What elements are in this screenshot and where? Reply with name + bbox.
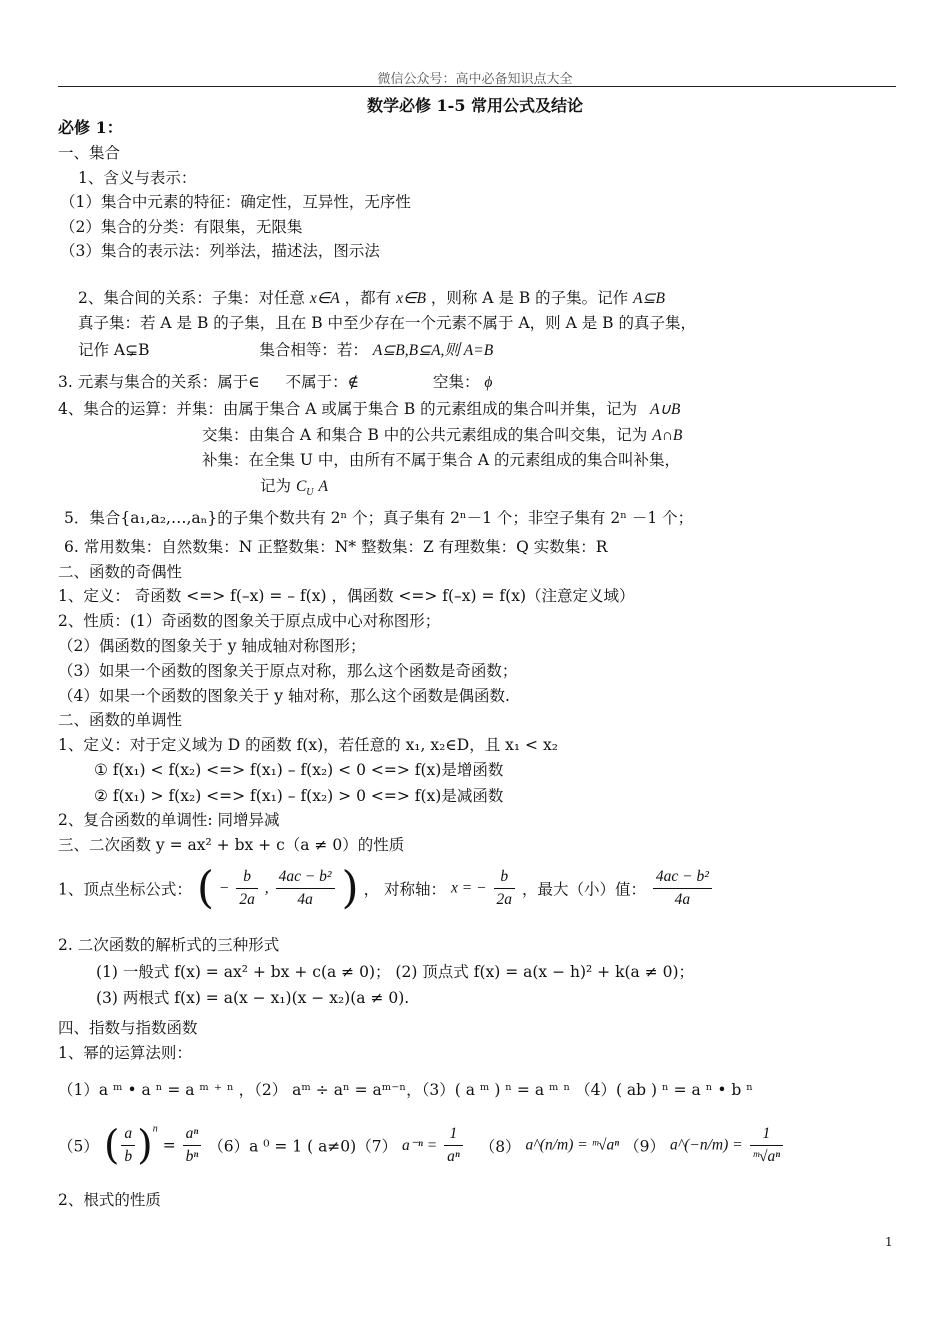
text: 2、集合间的关系：子集：对任意 xyxy=(78,289,305,307)
comma: , xyxy=(264,879,269,897)
sets-element-relation xyxy=(58,372,492,393)
sets-number-sets: 6. 常用数集：自然数集：N 正整数集：N* 整数集：Z 有理数集：Q 实数集：R xyxy=(64,538,608,556)
rule-6: （6）a ⁰ = 1 ( a≠0)（7） xyxy=(208,1137,398,1156)
left-paren: ( xyxy=(196,862,214,914)
math: A⊆B,B⊆A,则 A=B xyxy=(372,342,494,359)
sets-def-1: （1）集合中元素的特征：确定性，互异性，无序性 xyxy=(60,193,411,211)
section-heading-sets: 一、集合 xyxy=(58,144,121,162)
vertex-y-fraction xyxy=(276,866,335,911)
rule-5-label: （5） xyxy=(58,1137,99,1156)
header-rule xyxy=(58,86,896,87)
exp-rules-line-2 xyxy=(58,1123,785,1183)
sets-def-heading: 1、含义与表示： xyxy=(78,169,197,187)
rule-8-label: （8） xyxy=(479,1137,521,1156)
section-heading-monotonicity: 二、函数的单调性 xyxy=(58,711,183,729)
math: C xyxy=(295,478,307,495)
fraction-denominator: 4a xyxy=(674,891,691,908)
math: A⊆B xyxy=(633,290,666,307)
parity-property-1: 2、性质：(1）奇函数的图象关于原点成中心对称图形； xyxy=(58,612,441,630)
sets-union xyxy=(58,399,680,420)
rule-7-lhs: a⁻ⁿ = xyxy=(402,1137,438,1154)
mono-definition: 1、定义：对于定义域为 D 的函数 f(x)，若任意的 x₁, x₂∈D，且 x₁ < x₂ xyxy=(58,736,558,754)
vertex-x-fraction xyxy=(236,866,258,911)
page-header: 微信公众号：高中必备知识点大全 xyxy=(377,72,573,87)
section-heading-parity: 二、函数的奇偶性 xyxy=(58,563,183,581)
fraction-denominator: 2a xyxy=(239,891,255,908)
sets-relation-equal xyxy=(78,340,493,361)
math: A xyxy=(318,478,328,495)
math: A∪B xyxy=(650,401,681,418)
parity-definition: 1、定义： 奇函数 <=> f(–x) = – f(x) ，偶函数 <=> f(–x) = f(x)（注意定义域） xyxy=(58,587,635,605)
text: 空集： xyxy=(432,373,480,391)
parity-property-4: （4）如果一个函数的图象关于 y 轴对称，那么这个函数是偶函数. xyxy=(58,687,510,705)
rule-5-result-fraction xyxy=(183,1123,202,1168)
quad-vertex-line xyxy=(58,862,714,922)
sets-complement-notation xyxy=(260,476,328,503)
right-paren: ) xyxy=(137,1122,153,1169)
mono-decreasing: ② f(x₁) > f(x₂) <=> f(x₁) – f(x₂) > 0 <=> f(x)是减函数 xyxy=(94,787,504,805)
text: 3. 元素与集合的关系：属于∈ xyxy=(58,373,260,391)
exponent-n: n xyxy=(152,1123,158,1135)
rule-9-lhs: a^(−n/m) = xyxy=(669,1136,743,1154)
fraction-numerator: 1 xyxy=(444,1123,463,1146)
axis-fraction xyxy=(494,866,516,911)
rule-9-label: （9） xyxy=(624,1137,665,1156)
sets-complement: 补集：在全集 U 中，由所有不属于集合 A 的元素组成的集合叫补集， xyxy=(202,451,680,469)
rule-9-fraction xyxy=(750,1123,784,1168)
text: 记作 A⊊B xyxy=(78,341,150,359)
sets-subset-count: 5．集合{a₁,a₂,…,aₙ}的子集个数共有 2ⁿ 个；真子集有 2ⁿ－1 个；非空子集有 2ⁿ －1 个； xyxy=(64,509,694,527)
math: ϕ xyxy=(484,374,493,391)
text: 集合相等：若： xyxy=(259,341,368,359)
rule-8-formula: a^(n/m) = ᵐ√aⁿ xyxy=(525,1136,620,1154)
max-label: ，最大（小）值： xyxy=(521,880,646,899)
vertex-label: 1、顶点坐标公式： xyxy=(58,880,192,899)
axis-formula: x = − xyxy=(451,879,487,897)
text: 不属于：∉ xyxy=(285,373,360,391)
right-paren: ) xyxy=(341,862,359,914)
mono-composite: 2、复合函数的单调性: 同增异减 xyxy=(58,811,280,829)
text: ，则称 A 是 B 的子集。记作 xyxy=(430,289,629,307)
text: ，都有 xyxy=(344,289,392,307)
mono-increasing: ① f(x₁) < f(x₂) <=> f(x₁) – f(x₂) < 0 <=> f(x)是增函数 xyxy=(94,761,504,779)
exp-rules-heading: 1、幂的运算法则： xyxy=(58,1044,192,1062)
exp-radical-heading: 2、根式的性质 xyxy=(58,1191,161,1209)
axis-label: ， 对称轴： xyxy=(363,880,447,899)
parity-property-2: （2）偶函数的图象关于 y 轴成轴对称图形； xyxy=(58,637,366,655)
max-fraction xyxy=(653,866,712,911)
rule-7-fraction xyxy=(444,1123,463,1168)
math-subscript: U xyxy=(306,487,314,499)
parity-property-3: （3）如果一个函数的图象关于原点对称，那么这个函数是奇函数； xyxy=(58,662,518,680)
math: x∈A xyxy=(309,290,340,307)
fraction-denominator: 4a xyxy=(297,891,313,908)
sets-relation-proper: 真子集：若 A 是 B 的子集，且在 B 中至少存在一个元素不属于 A，则 A 是 B 的真子集， xyxy=(78,314,696,332)
math: x∈B xyxy=(396,290,426,307)
fraction-numerator: b xyxy=(236,866,258,889)
fraction-denominator: bⁿ xyxy=(185,1148,199,1165)
sets-intersection xyxy=(202,425,682,446)
sets-def-3: （3）集合的表示法：列举法，描述法，图示法 xyxy=(60,242,380,260)
quad-forms-line-2: (3) 两根式 f(x) = a(x − x₁)(x − x₂)(a ≠ 0). xyxy=(96,989,410,1007)
text: 记为 xyxy=(260,477,292,495)
fraction-numerator: a xyxy=(121,1123,135,1146)
left-paren: ( xyxy=(103,1122,120,1169)
module-heading: 必修 1： xyxy=(58,118,123,137)
fraction-denominator: 2a xyxy=(496,891,512,908)
fraction-denominator: b xyxy=(124,1148,133,1165)
exp-rules-line-1: （1）a ᵐ • a ⁿ = a ᵐ ⁺ ⁿ ，（2） aᵐ ÷ aⁿ = aᵐ⁻ⁿ，（3）( a ᵐ ) ⁿ = a ᵐ ⁿ （4）( ab ) ⁿ = a ⁿ • b ⁿ xyxy=(58,1081,753,1099)
minus-sign: − xyxy=(218,879,230,897)
rule-5-base-fraction xyxy=(121,1123,135,1168)
fraction-denominator: ᵐ√aⁿ xyxy=(752,1148,781,1165)
fraction-numerator: 4ac − b² xyxy=(653,866,712,889)
fraction-numerator: 4ac − b² xyxy=(276,866,335,889)
fraction-numerator: 1 xyxy=(750,1123,784,1146)
sets-relation-subset xyxy=(78,288,665,309)
sets-def-2: （2）集合的分类：有限集，无限集 xyxy=(60,218,303,236)
text: 4、集合的运算：并集：由属于集合 A 或属于集合 B 的元素组成的集合叫并集，记为 xyxy=(58,400,638,418)
math: A∩B xyxy=(652,427,683,444)
equals: = xyxy=(162,1136,181,1155)
page-number: 1 xyxy=(885,1235,893,1249)
quad-forms-heading: 2. 二次函数的解析式的三种形式 xyxy=(58,936,280,954)
text: 交集：由集合 A 和集合 B 中的公共元素组成的集合叫交集，记为 xyxy=(202,426,648,444)
fraction-denominator: aⁿ xyxy=(447,1148,460,1165)
document-title: 数学必修 1-5 常用公式及结论 xyxy=(366,96,584,115)
fraction-numerator: aⁿ xyxy=(183,1123,202,1146)
quad-forms-line-1: (1) 一般式 f(x) = ax² + bx + c(a ≠ 0)； (2) 顶点式 f(x) = a(x − h)² + k(a ≠ 0)； xyxy=(96,963,695,981)
section-heading-exponent: 四、指数与指数函数 xyxy=(58,1019,198,1037)
section-heading-quadratic: 三、二次函数 y = ax² + bx + c（a ≠ 0）的性质 xyxy=(58,836,405,854)
fraction-numerator: b xyxy=(494,866,516,889)
